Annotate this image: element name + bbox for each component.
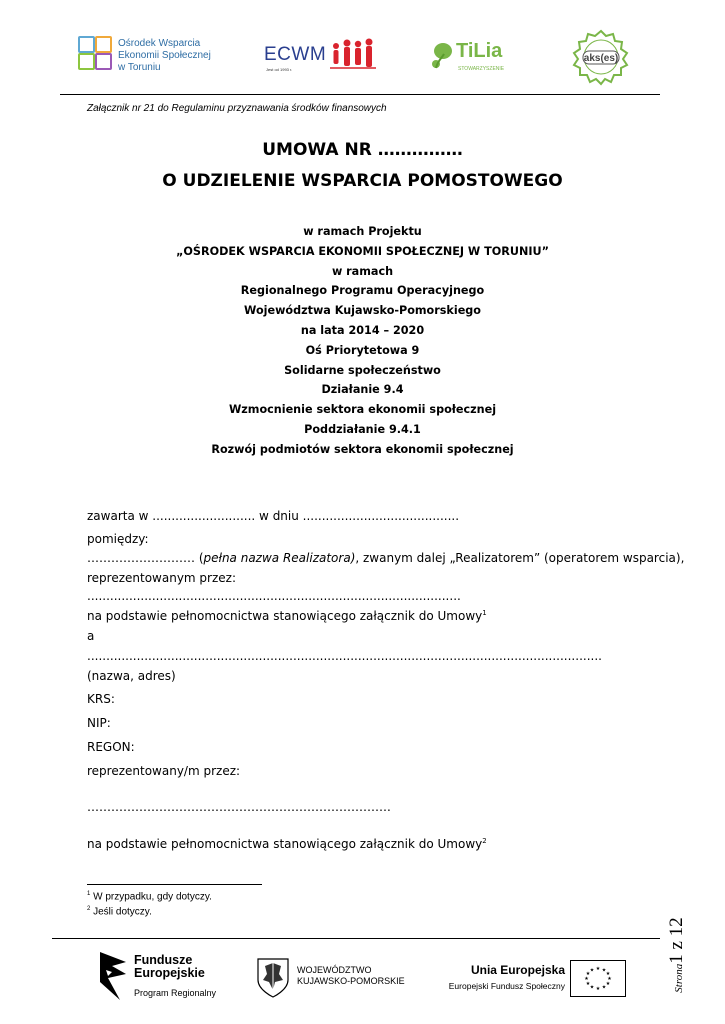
svg-text:★: ★ <box>605 971 611 977</box>
svg-text:★: ★ <box>589 967 595 974</box>
krs-label: KRS: <box>87 692 115 706</box>
project-line: na lata 2014 – 2020 <box>300 323 425 337</box>
page-current: 1 <box>666 953 687 964</box>
fe-logo-sub: Program Regionalny <box>134 988 217 998</box>
svg-text:★: ★ <box>589 984 595 991</box>
footnote-rule <box>87 884 262 885</box>
ecwm-logo-text: ECWM <box>264 44 327 65</box>
people-figures-icon <box>330 38 376 70</box>
svg-text:★: ★ <box>584 976 589 982</box>
dots-line: .................................................................................................. <box>87 589 461 603</box>
power-of-attorney-line <box>87 609 487 623</box>
unia-europejska-logo <box>440 963 565 997</box>
svg-text:★: ★ <box>601 967 607 974</box>
svg-text:★: ★ <box>605 981 611 987</box>
svg-text:★: ★ <box>601 984 607 991</box>
page-prefix: Strona <box>673 963 685 993</box>
realizer-name-placeholder: pełna nazwa Realizatora) <box>203 551 356 565</box>
dots-line: ....................................................................................................................................... <box>87 649 602 663</box>
regon-label: REGON: <box>87 740 135 754</box>
concluded-line: zawarta w ........................... w dniu ......................................... <box>87 509 460 523</box>
akses-logo <box>568 28 634 86</box>
between-label: pomiędzy: <box>87 532 149 546</box>
page-total: 12 <box>666 916 687 936</box>
project-line: Oś Priorytetowa 9 <box>305 343 420 357</box>
page-number <box>662 902 692 1007</box>
footnote-ref: 2 <box>482 837 487 845</box>
header-rule <box>60 94 660 95</box>
svg-text:★: ★ <box>607 976 612 982</box>
footer-rule <box>52 938 660 939</box>
ecwm-logo <box>264 36 379 76</box>
project-line: Solidarne społeczeństwo <box>284 363 441 377</box>
owes-logo-line: Ośrodek Wsparcia <box>118 38 201 49</box>
dots-line: …………………………………………………………………. <box>87 800 391 814</box>
project-line: Poddziałanie 9.4.1 <box>304 422 421 436</box>
ue-title: Unia Europejska <box>470 963 565 977</box>
owes-squares-icon <box>78 36 112 70</box>
attachment-note: Załącznik nr 21 do Regulaminu przyznawania środków finansowych <box>87 103 387 114</box>
project-line: Rozwój podmiotów sektora ekonomii społecznej <box>211 442 514 456</box>
fundusze-europejskie-logo <box>98 952 248 1002</box>
tilia-logo <box>430 40 520 76</box>
svg-text:aks(es): aks(es) <box>583 53 619 64</box>
svg-text:★: ★ <box>585 971 591 977</box>
footnote-number: 1 <box>87 891 91 897</box>
coat-of-arms-icon <box>257 958 289 998</box>
fe-star-icon <box>98 952 128 1000</box>
contract-subtitle: O UDZIELENIE WSPARCIA POMOSTOWEGO <box>162 171 563 191</box>
leaf-person-icon <box>430 42 454 70</box>
owes-logo <box>78 36 228 76</box>
realizer-line <box>87 551 684 565</box>
ue-subtitle: Europejski Fundusz Społeczny <box>448 981 565 991</box>
realizer-rest: , zwanym dalej „Realizatorem” (operatorem wsparcia), <box>355 551 685 565</box>
tilia-logo-text: TiLia <box>456 40 503 62</box>
fe-logo-line: Fundusze <box>134 953 193 967</box>
nip-label: NIP: <box>87 716 111 730</box>
svg-text:★: ★ <box>595 966 601 972</box>
fe-logo-line: Europejskie <box>134 966 205 980</box>
page-sep: z <box>666 935 687 954</box>
project-line: w ramach <box>331 264 394 278</box>
tilia-logo-sub: STOWARZYSZENIE <box>458 66 505 72</box>
footnote-ref: 1 <box>482 609 487 617</box>
represented-by-label: reprezentowany/m przez: <box>87 764 241 778</box>
project-block <box>0 222 725 460</box>
power-of-attorney-text: na podstawie pełnomocnictwa stanowiącego załącznik do Umowy <box>87 837 483 851</box>
contract-title: UMOWA NR …………… <box>262 140 463 160</box>
project-line: w ramach Projektu <box>303 225 422 238</box>
owes-logo-line: Ekonomii Społecznej <box>118 50 211 61</box>
owes-logo-line: w Toruniu <box>118 62 161 73</box>
project-line: Wzmocnienie sektora ekonomii społecznej <box>228 403 497 417</box>
and-label: a <box>87 629 95 643</box>
represented-by-label: reprezentowanym przez: <box>87 571 237 585</box>
name-address-label: (nazwa, adres) <box>87 669 176 683</box>
ecwm-logo-sub: Jest od 1993 r. <box>266 67 293 72</box>
svg-text:★: ★ <box>585 981 591 987</box>
akses-seal-icon <box>568 28 634 86</box>
wojewodztwo-logo <box>257 958 417 998</box>
woj-logo-line: WOJEWÓDZTWO <box>297 965 372 975</box>
footnote-number: 2 <box>87 906 91 912</box>
eu-flag-icon <box>570 960 626 997</box>
realizer-dots: ……………………… ( <box>87 551 204 565</box>
project-line: Województwa Kujawsko-Pomorskiego <box>244 304 481 318</box>
power-of-attorney-line <box>87 837 487 851</box>
footnote-text: W przypadku, gdy dotyczy. <box>93 891 212 903</box>
woj-logo-line: KUJAWSKO-POMORSKIE <box>297 976 405 986</box>
svg-text:★: ★ <box>595 986 601 992</box>
project-line: Regionalnego Programu Operacyjnego <box>240 284 485 298</box>
project-line: Działanie 9.4 <box>321 383 404 397</box>
project-line: „OŚRODEK WSPARCIA EKONOMII SPOŁECZNEJ W TORUNIU” <box>176 244 549 258</box>
footnote-text: Jeśli dotyczy. <box>93 906 152 918</box>
power-of-attorney-text: na podstawie pełnomocnictwa stanowiącego załącznik do Umowy <box>87 609 483 623</box>
footnote <box>87 891 212 902</box>
footnote <box>87 906 152 917</box>
